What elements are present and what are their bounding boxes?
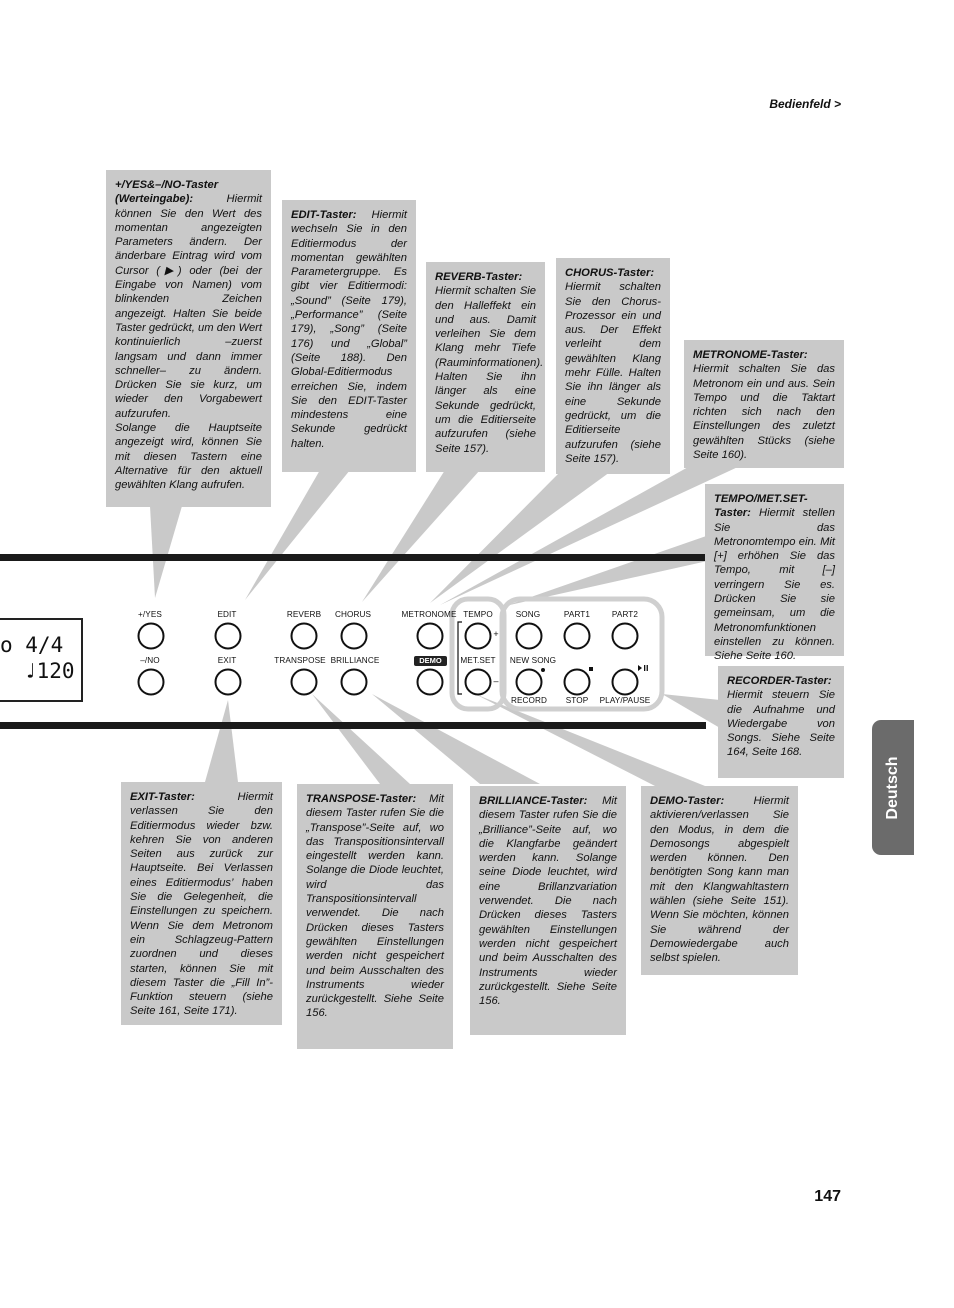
label-minus: – [493,676,499,686]
label-transpose: TRANSPOSE [274,656,326,665]
lcd-display [0,618,83,702]
label-edit: EDIT [217,610,237,619]
callout-chorus: CHORUS-Taster: Hiermit schalten Sie den Chorus-Prozessor ein und aus. Der Effekt verleiht dem gewählten Klang mehr Fülle. Halten Sie ihn länger als eine Sekunde gedrückt, um die Editierseite aufzurufen (siehe Seite 157). [556,258,670,474]
page-number: 147 [814,1188,841,1205]
callout-exit: EXIT-Taster: Hiermit verlassen Sie den Editiermodus wieder bzw. kehren Sie von anderen Seiten aus zurück zur Hauptseite. Bei Verlassen eines Editiermodus’ haben Sie die Gelegenheit, die Einstellungen zu speichern. Wenn Sie dem Metronom ein Schlagzeug-Pattern zuordnen und dieses starten, können Sie mit diesem Taster die „Fill In”-Funktion steuern (siehe Seite 161, Seite 171). [121,782,282,1025]
callout-pointers [150,466,740,786]
label-chorus: CHORUS [334,610,372,619]
label-record: RECORD [510,696,548,705]
label-part1: PART1 [563,610,591,619]
lcd-line-2: ♩120 [24,659,75,683]
label-demo: DEMO [414,656,447,666]
callout-recorder: RECORDER-Taster: Hiermit steuern Sie die Aufnahme und Wiedergabe von Songs. Siehe Seite 164, Seite 168. [718,666,844,778]
callout-transpose: TRANSPOSE-Taster: Mit diesem Taster rufen Sie die „Transpose”-Seite auf, wo das Transpositionsintervall eingestellt werden kann. Solange die Diode leuchtet, wird das Transpositionsintervall verwendet. Die nach Drücken dieses Tasters gewählten Einstellungen werden nicht gespeichert und beim Ausschalten des Instruments wieder zurückgestellt. Siehe Seite 156. [297,784,453,1049]
callout-reverb: REVERB-Taster: Hiermit schalten Sie den Halleffekt ein und aus. Damit verleihen Sie dem Klang mehr Tiefe (Rauminformationen). Halten Sie ihn länger als eine Sekunde gedrückt, um die Editierseite aufzurufen (siehe Seite 157). [426,262,545,472]
callout-tempo: TEMPO/MET.SET-Taster: Hiermit stellen Sie das Metronomtempo ein. Mit [+] erhöhen Sie das Tempo, mit [–] verringern Sie es. Drücken Sie sie gemeinsam, um die Metronomfunktionen einstellen zu können. Siehe Seite 160. [705,484,844,656]
label-metronome: METRONOME [401,610,457,619]
label-brilliance: BRILLIANCE [330,656,380,665]
callout-edit: EDIT-Taster: Hiermit wechseln Sie in den Editiermodus der momentan gewählten Parametergruppe. Es gibt vier Editiermodi: „Sound” (Seite 179), „Performance” (Seite 179), „Song” (Seite 176) und „Global” (Seite 188). Den Global-Editiermodus erreichen Sie, indem Sie den EDIT-Taster mindestens eine Sekunde gedrückt halten. [282,200,416,472]
label-tempo: TEMPO [463,610,493,619]
label-no: –/NO [140,656,160,665]
callout-brilliance: BRILLIANCE-Taster: Mit diesem Taster rufen Sie die „Brilliance”-Seite auf, wo die Klangfarbe geändert werden kann. Solange seine Diode leuchtet, wird eine Brillanzvariation verwendet. Die nach Drücken dieses Tasters gewählten Einstellungen werden nicht gespeichert und beim Ausschalten des Instruments wieder zurückgestellt. Siehe Seite 156. [470,786,626,1035]
label-stop: STOP [565,696,589,705]
label-metset: MET.SET [460,656,496,665]
lcd-line-1: o 4/4 [0,633,64,657]
label-yes: +/YES [138,610,162,619]
callout-metronome: METRONOME-Taster: Hiermit schalten Sie das Metronom ein und aus. Sein Tempo und die Taktart richten sich nach den Einstellungen des zuletzt gewählten Stücks (siehe Seite 160). [684,340,844,468]
language-tab: Deutsch [872,720,914,855]
label-plus: + [493,629,499,639]
section-header: Bedienfeld > [769,97,841,111]
label-song: SONG [515,610,541,619]
label-reverb: REVERB [286,610,322,619]
label-exit: EXIT [217,656,237,665]
label-play-pause: PLAY/PAUSE [599,696,651,705]
callout-yes-no: +/YES&–/NO-Taster (Werteingabe): Hiermit können Sie den Wert des momentan angezeigten Parameters ändern. Der änderbare Eintrag wird vom Cursor (▶) oder (bei der Eingabe von Namen) vom blinkenden Zeichen angezeigt. Halten Sie beide Taster gedrückt, um den Wert kontinuierlich –zuerst langsam und dann immer schneller– zu ändern. Drücken Sie sie kurz, um wieder den Vorgabewert aufzurufen. Solange die Hauptseite angezeigt wird, können Sie mit diesen Tastern eine Alternative für den aktuell gewählten Klang aufrufen. [106,170,271,507]
callout-demo: DEMO-Taster: Hiermit aktivieren/verlassen Sie den Modus, in dem die Demosongs abgespielt werden können. Den benötigten Song kann man mit den Klangwahltastern wählen (siehe Seite 151). Wenn Sie möchten, können Sie während der Demowiedergabe auch selbst spielen. [641,786,798,975]
label-new-song: NEW SONG [509,656,557,665]
label-part2: PART2 [611,610,639,619]
